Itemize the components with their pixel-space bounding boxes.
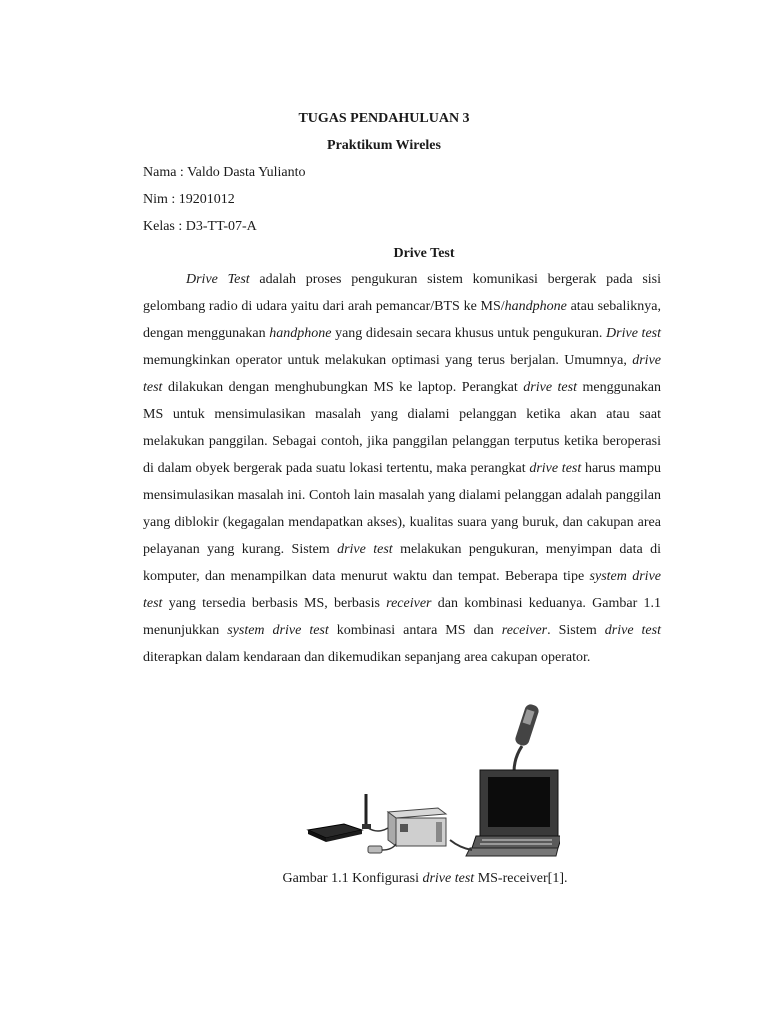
para-seg: system drive test [227,623,329,638]
para-seg: handphone [269,326,332,341]
laptop-illustration [450,770,560,856]
para-seg: drive test [143,353,661,395]
para-seg: harus mampu mensimulasikan masalah ini. Contoh lain masalah yang dialami pelanggan adalah panggilan yang diblokir (kegagalan mendapatkan akses), kualitas suara yang buruk, dan cakupan area pelayanan yang kurang. Sistem [143,461,661,557]
para-seg: adalah proses pengukuran sistem komunikasi bergerak pada sisi gelombang radio di udara yaitu dari arah pemancar/BTS ke MS/ [143,272,661,314]
para-seg: . Sistem [547,623,605,638]
para-seg: kombinasi antara MS dan [328,623,502,638]
para-seg: menggunakan MS untuk mensimulasikan masalah yang dialami pelanggan ketika akan atau saat melakukan panggilan. Sebagai contoh, jika panggilan pelanggan terputus ketika beroperasi di dalam obyek bergerak pada suatu lokasi tertentu, maka perangkat [143,380,661,476]
student-nim: Nim : 19201012 [143,192,235,207]
para-seg: drive test [523,380,577,395]
receiver-box-illustration [388,808,446,846]
para-seg: melakukan pengukuran, menyimpan data di komputer, dan menampilkan data menurut waktu dan tempat. Beberapa tipe [143,542,661,584]
document-subtitle: Praktikum Wireles [327,138,441,153]
document-title: TUGAS PENDAHULUAN 3 [298,111,470,126]
para-seg: drive test [337,542,393,557]
para-seg: yang didesain secara khusus untuk pengukuran. [331,326,607,341]
para-seg: receiver [501,623,548,638]
student-class: Kelas : D3-TT-07-A [143,219,257,234]
para-seg: drive test [604,623,661,638]
handset-illustration [514,703,540,772]
para-seg: atau sebaliknya, dengan menggunakan [143,299,661,341]
modem-illustration [308,824,362,842]
body-paragraph [143,266,661,671]
para-seg: diterapkan dalam kendaraan dan dikemudikan sepanjang area cakupan operator. [143,650,591,665]
para-seg: yang tersedia berbasis MS, berbasis [162,596,387,611]
para-seg: handphone [504,299,567,314]
para-seg: dilakukan dengan menghubungkan MS ke laptop. Perangkat [162,380,524,395]
para-seg: Drive Test [186,272,250,287]
para-seg: system drive test [143,569,662,611]
para-seg: dan kombinasi keduanya. Gambar 1.1 menunjukkan [143,596,661,638]
section-title: Drive Test [393,246,455,261]
figure-caption: Gambar 1.1 Konfigurasi drive test MS-receiver[1]. [282,871,568,886]
para-seg: memungkinkan operator untuk melakukan optimasi yang terus berjalan. Umumnya, [143,353,633,368]
drive-test-equipment-figure [300,700,560,860]
para-seg: Drive test [606,326,661,341]
antenna-illustration [362,794,388,831]
gps-puck-illustration [368,844,396,853]
student-name: Nama : Valdo Dasta Yulianto [143,165,306,180]
para-seg: drive test [529,461,582,476]
para-seg: receiver [386,596,432,611]
